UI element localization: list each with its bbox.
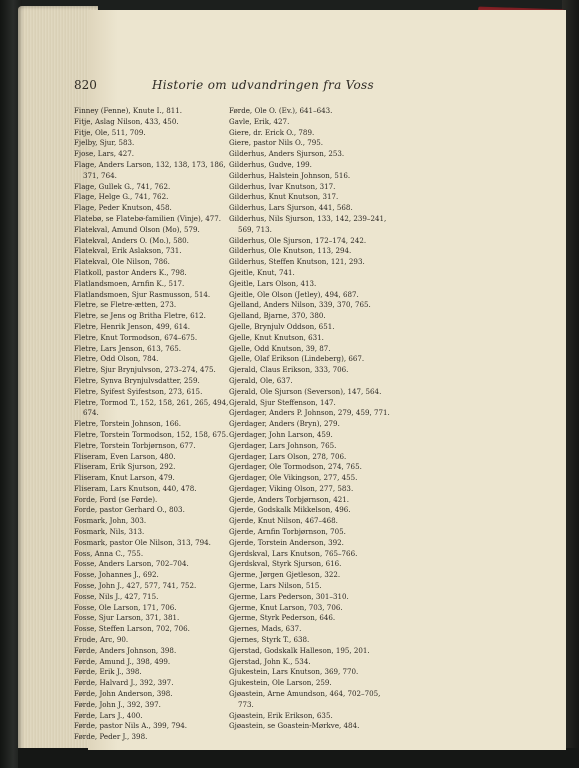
index-entry: Fliseram, Knut Larson, 479.	[74, 473, 175, 483]
index-entry: Flatekval, Ole Nilson, 786.	[74, 257, 170, 267]
index-entry: Foss, Anna C., 755.	[74, 548, 144, 558]
index-entry: Flatekval, Anders O. (Mo.), 580.	[74, 235, 189, 245]
index-entry: Gilderhus, Gudve, 199.	[229, 159, 312, 169]
index-entry: Gjerdager, Viking Olson, 277, 583.	[229, 483, 354, 493]
index-entry: Flatebø, se Flatebø-familien (Vinje), 477.	[74, 213, 222, 223]
index-entry: Gjernes, Styrk T., 638.	[229, 635, 310, 645]
index-entry: Gjernes, Mads, 637.	[229, 624, 302, 634]
index-entry: Fosse, Anders Larson, 702–704.	[74, 559, 189, 569]
index-entry: Gjelle, Brynjulv Oddson, 651.	[229, 321, 335, 331]
index-entry: Gjerde, Anders Torbjørnson, 421.	[229, 494, 350, 504]
index-entry: Gjøastein, se Goastein-Mørkve, 484.	[229, 721, 360, 731]
index-entry: Førde, John J., 392, 397.	[74, 699, 161, 709]
index-entry: Gjerme, Lars Nilson, 515.	[229, 581, 322, 591]
index-entry: Gjukestein, Lars Knutson, 369, 770.	[229, 667, 359, 677]
index-column-left	[74, 106, 238, 743]
index-entry: Gilderhus, Halstein Johnson, 516.	[229, 170, 351, 180]
index-entry: Gjeitle, Ole Olson (Jetley), 494, 687.	[229, 289, 359, 299]
index-entry: Gjerde, Knut Nilson, 467–468.	[229, 516, 338, 526]
index-entry: Gjerald, Ole Sjurson (Severson), 147, 564.	[229, 386, 382, 396]
index-entry: Fletre, Torstein Torbjørnson, 677.	[74, 440, 196, 450]
index-entry: Fletre, Knut Tormodson, 674–675.	[74, 332, 198, 342]
index-entry: Førde, Peder J., 398.	[74, 732, 148, 742]
index-entry: Flage, Anders Larson, 132, 138, 173, 186, 371, 764.	[74, 159, 226, 180]
index-entry: Gjelland, Anders Nilson, 339, 370, 765.	[229, 300, 371, 310]
index-entry: Fletre, Sjur Brynjulvson, 273–274, 475.	[74, 365, 216, 375]
index-entry: Fitje, Aslag Nilson, 433, 450.	[74, 116, 179, 126]
index-entry: Gjelland, Bjarne, 370, 380.	[229, 311, 326, 321]
index-entry: Forde, pastor Gerhard O., 803.	[74, 505, 185, 515]
index-entry: Gjelle, Odd Knutson, 39, 87.	[229, 343, 331, 353]
index-entry: Fliseram, Erik Sjurson, 292.	[74, 462, 176, 472]
index-entry: Flatkoll, pastor Anders K., 798.	[74, 267, 187, 277]
index-entry: Fjose, Lars, 427.	[74, 149, 135, 159]
page-header	[74, 78, 462, 96]
index-entry: Fliseram, Even Larson, 480.	[74, 451, 176, 461]
index-entry: Gjerme, Jørgen Gjetleson, 322.	[229, 570, 341, 580]
index-entry: Gjelle, Olaf Erikson (Lindeberg), 667.	[229, 354, 365, 364]
index-entry: Fletre, Synva Brynjulvsdatter, 259.	[74, 375, 200, 385]
index-entry: Flatlandsmoen, Sjur Rasmusson, 514.	[74, 289, 211, 299]
index-entry: Gjerald, Sjur Steffenson, 147.	[229, 397, 336, 407]
index-entry: Gilderhus, Ole Sjurson, 172–174, 242.	[229, 235, 367, 245]
index-entry: Gjøastein, Arne Amundson, 464, 702–705, 773.	[229, 689, 381, 709]
index-entry: Finney (Fenne), Knute I., 811.	[74, 106, 183, 115]
index-entry: Gjeitle, Knut, 741.	[229, 267, 295, 277]
index-entry: Gilderhus, Ivar Knutson, 317.	[229, 181, 336, 191]
index-entry: Flage, Helge G., 741, 762.	[74, 192, 169, 202]
index-entry: Fosse, Johannes J., 692.	[74, 570, 159, 580]
index-entry: Gilderhus, Knut Knutson, 317.	[229, 192, 339, 202]
page-number: 820	[74, 78, 97, 92]
index-entry: Gjerme, Lars Pederson, 301–310.	[229, 591, 349, 601]
index-entry: Gjøastein, Erik Erikson, 635.	[229, 710, 333, 720]
index-entry: Gilderhus, Ole Knutson, 113, 294.	[229, 246, 352, 256]
index-entry: Gjerdager, Lars Johnson, 765.	[229, 440, 337, 450]
index-entry: Fletre, Torstein Tormodson, 152, 158, 675.	[74, 429, 229, 439]
index-entry: Frode, Arc, 90.	[74, 635, 129, 645]
index-entry: Flage, Peder Knutson, 458.	[74, 203, 172, 213]
index-entry: Flage, Gullek G., 741, 762.	[74, 181, 171, 191]
index-entry: Gjerdager, Ole Vikingson, 277, 455.	[229, 473, 358, 483]
index-entry: Fletre, Henrik Jenson, 499, 614.	[74, 321, 190, 331]
index-entry: Fletre, se Fletre-ætten, 273.	[74, 300, 177, 310]
index-entry: Gilderhus, Steffen Knutson, 121, 293.	[229, 257, 365, 267]
index-entry: Fosse, John J., 427, 577, 741, 752.	[74, 581, 197, 591]
book-bottom-edge	[18, 748, 578, 768]
index-entry: Gilderhus, Nils Sjurson, 133, 142, 239–241, 569, 713.	[229, 213, 387, 234]
index-entry: Gjerde, Torstein Anderson, 392.	[229, 537, 344, 547]
index-entry: Fliseram, Lars Knutson, 440, 478.	[74, 483, 197, 493]
index-entry: Gjerdager, Anders (Bryn), 279.	[229, 419, 340, 429]
index-entry: Førde, Erik J., 398.	[74, 667, 142, 677]
index-entry: Gjerdskval, Styrk Sjurson, 616.	[229, 559, 342, 569]
index-entry: Gjerald, Ole, 637.	[229, 375, 293, 385]
index-entry: Gjerde, Arnfin Torbjørnson, 705.	[229, 527, 346, 537]
index-column-right	[229, 106, 393, 732]
index-entry: Fletre, Tormod T., 152, 158, 261, 265, 494, 674.	[74, 397, 229, 418]
index-entry: Flatekval, Erik Aslakson, 731.	[74, 246, 182, 256]
index-entry: Fjelby, Sjur, 583.	[74, 138, 135, 148]
index-entry: Førde, pastor Nils A., 399, 794.	[74, 721, 187, 731]
index-entry: Fletre, Torstein Johnson, 166.	[74, 419, 181, 429]
index-entry: Fletre, Odd Olson, 784.	[74, 354, 159, 364]
index-entry: Giere, pastor Nils O., 795.	[229, 138, 324, 148]
index-entry: Gjerdager, Lars Olson, 278, 706.	[229, 451, 347, 461]
index-entry: Førde, Halvard J., 392, 397.	[74, 678, 174, 688]
index-entry: Fletre, Lars Jenson, 613, 765.	[74, 343, 182, 353]
index-entry: Gjerde, Godskalk Mikkelson, 496.	[229, 505, 351, 515]
index-entry: Giere, dr. Erick O., 789.	[229, 127, 315, 137]
index-entry: Fosmark, John, 303.	[74, 516, 147, 526]
index-entry: Fosmark, pastor Ole Nilson, 313, 794.	[74, 537, 211, 547]
index-entry: Gjerstad, John K., 534.	[229, 656, 311, 666]
index-entry: Flatlandsmoen, Arnfin K., 517.	[74, 278, 185, 288]
index-entry: Gjeitle, Lars Olson, 413.	[229, 278, 317, 288]
index-entry: Fosmark, Nils, 313.	[74, 527, 145, 537]
index-entry: Førde, Lars J., 400.	[74, 710, 143, 720]
index-entry: Fletre, Syifest Syifestson, 273, 615.	[74, 386, 203, 396]
index-entry: Gavle, Erik, 427.	[229, 116, 290, 126]
index-entry: Gjerdager, Anders P. Johnson, 279, 459, 771.	[229, 408, 390, 418]
index-entry: Gjerdager, John Larson, 459.	[229, 429, 333, 439]
index-entry: Flatekval, Amund Olson (Mo), 579.	[74, 224, 200, 234]
index-entry: Førde, Anders Johnson, 398.	[74, 645, 177, 655]
index-entry: Gjukestein, Ole Larson, 259.	[229, 678, 332, 688]
index-entry: Førde, Ole O. (Ev.), 641–643.	[229, 106, 333, 115]
index-entry: Forde, Ford (se Førde).	[74, 494, 158, 504]
index-entry: Gilderhus, Lars Sjurson, 441, 568.	[229, 203, 353, 213]
index-entry: Fosse, Ole Larson, 171, 706.	[74, 602, 177, 612]
index-entry: Fletre, se Jens og Britha Fletre, 612.	[74, 311, 206, 321]
index-entry: Gjerdager, Ole Tormodson, 274, 765.	[229, 462, 362, 472]
index-entry: Fosse, Sjur Larson, 371, 381.	[74, 613, 180, 623]
index-entry: Gjerald, Claus Erikson, 333, 706.	[229, 365, 349, 375]
index-entry: Gjerdskval, Lars Knutson, 765–766.	[229, 548, 358, 558]
index-entry: Førde, John Anderson, 398.	[74, 689, 173, 699]
index-entry: Førde, Amund J., 398, 499.	[74, 656, 171, 666]
index-entry: Fitje, Ole, 511, 709.	[74, 127, 146, 137]
index-entry: Gjelle, Knut Knutson, 631.	[229, 332, 324, 342]
index-entry: Gjerme, Knut Larson, 703, 706.	[229, 602, 343, 612]
index-entry: Fosse, Steffen Larson, 702, 706.	[74, 624, 190, 634]
index-entry: Gjerme, Styrk Pederson, 646.	[229, 613, 336, 623]
running-title: Historie om udvandringen fra Voss	[152, 78, 374, 92]
index-entry: Gjerstad, Godskalk Halleson, 195, 201.	[229, 645, 370, 655]
index-entry: Fosse, Nils J., 427, 715.	[74, 591, 159, 601]
index-entry: Gilderhus, Anders Sjurson, 253.	[229, 149, 345, 159]
